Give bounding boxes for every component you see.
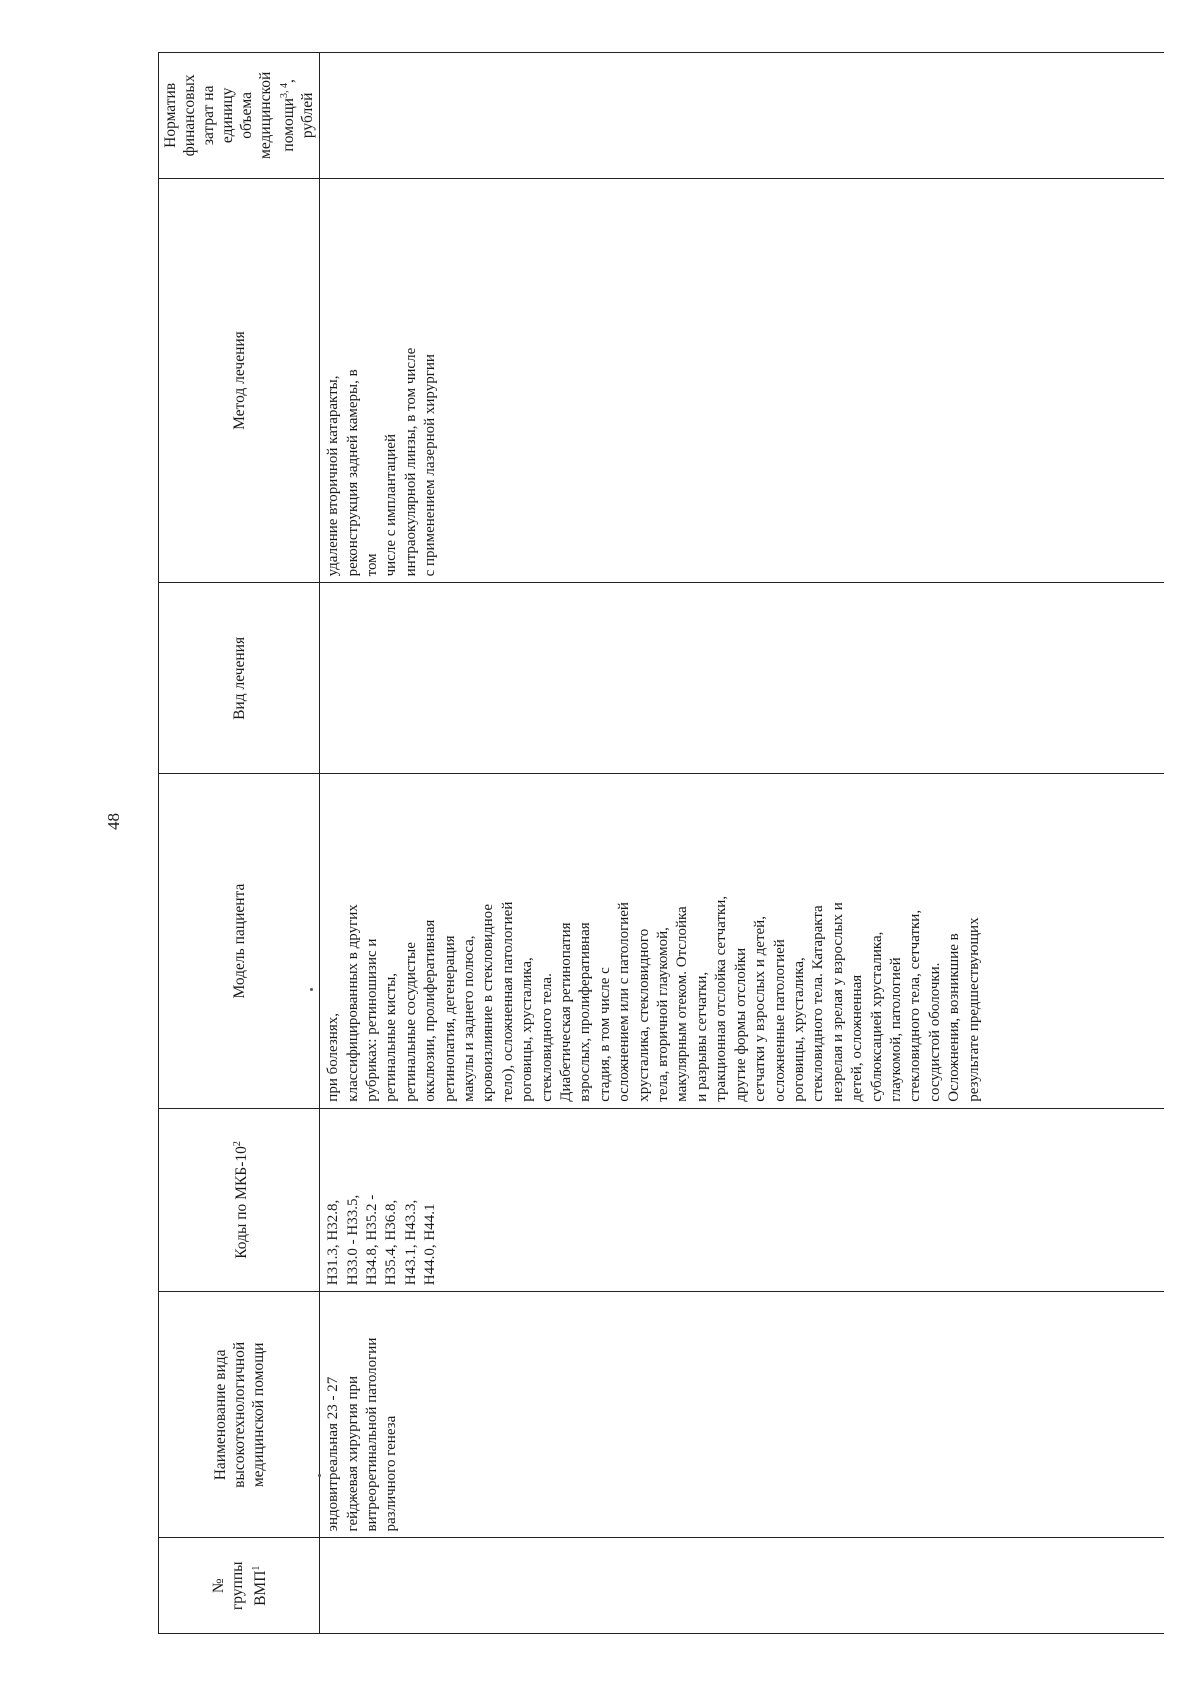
scan-speck xyxy=(318,1474,321,1477)
header-group-number: № группы ВМП$^1$ xyxy=(159,1538,320,1634)
header-treatment-type: Вид лечения xyxy=(159,583,320,774)
treatment-table xyxy=(158,52,1164,1634)
cell-icd-codes: H31.3, H32.8, H33.0 - H33.5, H34.8, H35.2 - H35.4, H36.8, H43.1, H43.3, H44.0, H44.1 xyxy=(320,1108,1165,1291)
header-icd-codes: Коды по МКБ-$10^2$ xyxy=(159,1108,320,1291)
header-treatment-method: Метод лечения xyxy=(159,178,320,583)
scan-speck xyxy=(310,988,313,991)
table-row xyxy=(320,53,1165,1634)
cell-care-name: эндовитреальная 23 - 27 гейджевая хирургия при витреоретинальной патологии различного генеза xyxy=(320,1292,1165,1538)
header-cost-norm: Норматив финансовых затрат на единицу объема медицинской помощи$^{3, 4}$, рублей xyxy=(159,53,320,179)
cell-patient-model: при болезнях, классифицированных в других рубриках: ретиношизис и ретинальные кисты, ретинальные сосудистые окклюзии, пролиферативная ретинопатия, дегенерация макулы и заднего полюса, кровоизлияние в стекловидное тело), осложненная патологией роговицы, хрусталика, стекловидного тела. Диабетическая ретинопатия взрослых, пролиферативная стадия, в том числе с осложнением или с патологией хрусталика, стекловидного тела, вторичной глаукомой, макулярным отеком. Отслойка и разрывы сетчатки, тракционная отслойка сетчатки, другие формы отслойки сетчатки у взрослых и детей, осложненные патологией роговицы, хрусталика, стекловидного тела. Катаракта незрелая и зрелая у взрослых и детей, осложненная сублюксацией хрусталика, глаукомой, патологией стекловидного тела, сетчатки, сосудистой оболочки. Осложнения, возникшие в результате предшествующих xyxy=(320,774,1165,1108)
cell-group-number xyxy=(320,1538,1165,1634)
table-header-row xyxy=(159,53,320,1634)
cell-treatment-method: удаление вторичной катаракты, реконструкция задней камеры, в том числе с имплантацией интраокулярной линзы, в том числе с применением лазерной хирургии xyxy=(320,178,1165,583)
header-patient-model: Модель пациента xyxy=(159,774,320,1108)
cell-treatment-type xyxy=(320,583,1165,774)
document-sheet xyxy=(158,52,1118,1634)
header-care-name: Наименование вида высокотехнологичной медицинской помощи xyxy=(159,1292,320,1538)
cell-cost-norm xyxy=(320,53,1165,179)
page-number: 48 xyxy=(104,813,123,830)
